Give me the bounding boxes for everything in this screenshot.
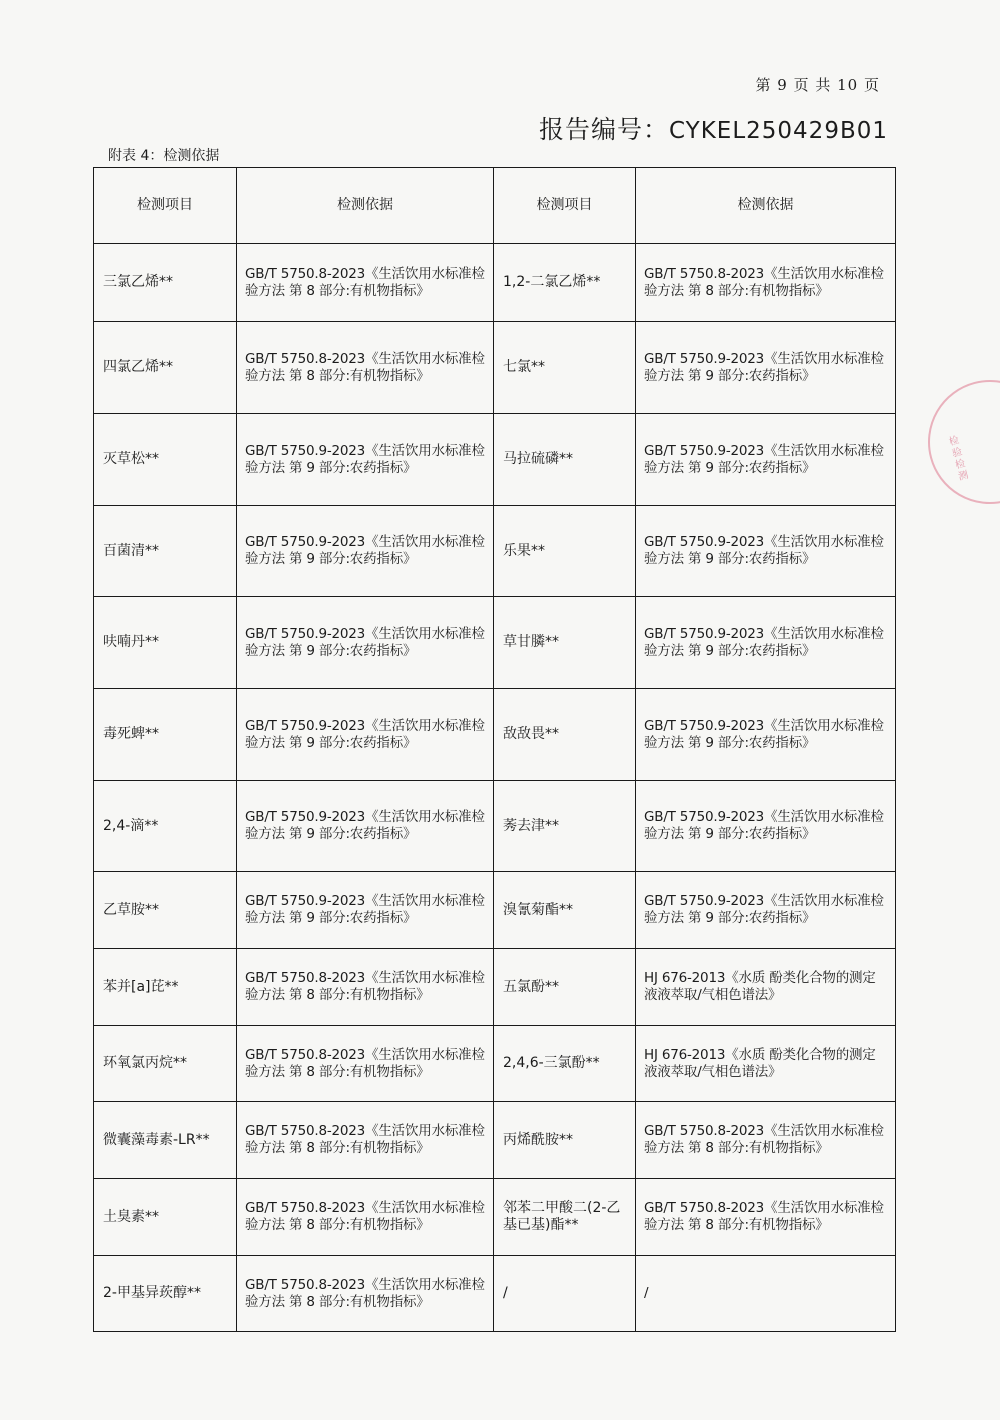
test-basis: GB/T 5750.9-2023《生活饮用水标准检验方法 第 9 部分:农药指标》 — [237, 506, 494, 597]
test-item: 环氧氯丙烷** — [94, 1026, 237, 1102]
test-basis: GB/T 5750.9-2023《生活饮用水标准检验方法 第 9 部分:农药指标》 — [636, 322, 896, 414]
test-item: 丙烯酰胺** — [494, 1102, 636, 1179]
test-item: 呋喃丹** — [94, 597, 237, 689]
test-basis: GB/T 5750.9-2023《生活饮用水标准检验方法 第 9 部分:农药指标》 — [237, 414, 494, 506]
table-row — [94, 1102, 896, 1179]
report-number-value: CYKEL250429B01 — [669, 118, 888, 144]
test-basis: GB/T 5750.9-2023《生活饮用水标准检验方法 第 9 部分:农药指标》 — [636, 597, 896, 689]
seal-stamp — [914, 366, 1000, 518]
test-item: 2-甲基异莰醇** — [94, 1256, 237, 1332]
report-number — [539, 110, 888, 146]
table-row — [94, 689, 896, 781]
table-row — [94, 1256, 896, 1332]
column-header-item: 检测项目 — [94, 168, 237, 244]
test-basis: GB/T 5750.8-2023《生活饮用水标准检验方法 第 8 部分:有机物指标》 — [237, 949, 494, 1026]
test-basis: GB/T 5750.8-2023《生活饮用水标准检验方法 第 8 部分:有机物指标》 — [237, 322, 494, 414]
test-item: 邻苯二甲酸二(2-乙基已基)酯** — [494, 1179, 636, 1256]
test-basis: GB/T 5750.8-2023《生活饮用水标准检验方法 第 8 部分:有机物指标》 — [636, 1102, 896, 1179]
appendix-title: 附表 4：检测依据 — [108, 148, 220, 164]
test-item: / — [494, 1256, 636, 1332]
test-item: 2,4,6-三氯酚** — [494, 1026, 636, 1102]
table-header-row — [94, 168, 896, 244]
test-item: 土臭素** — [94, 1179, 237, 1256]
test-item: 草甘膦** — [494, 597, 636, 689]
test-item: 2,4-滴** — [94, 781, 237, 872]
test-item: 1,2-二氯乙烯** — [494, 244, 636, 322]
test-item: 乐果** — [494, 506, 636, 597]
test-basis: GB/T 5750.9-2023《生活饮用水标准检验方法 第 9 部分:农药指标》 — [237, 689, 494, 781]
test-basis: GB/T 5750.9-2023《生活饮用水标准检验方法 第 9 部分:农药指标》 — [636, 689, 896, 781]
table-row — [94, 414, 896, 506]
page-number: 第 9 页 共 10 页 — [755, 76, 880, 94]
table-row — [94, 322, 896, 414]
test-basis: GB/T 5750.8-2023《生活饮用水标准检验方法 第 8 部分:有机物指标》 — [237, 1256, 494, 1332]
test-basis: GB/T 5750.9-2023《生活饮用水标准检验方法 第 9 部分:农药指标》 — [636, 506, 896, 597]
stamp-text: 检验检测 — [945, 434, 969, 484]
column-header-basis: 检测依据 — [237, 168, 494, 244]
test-basis: GB/T 5750.8-2023《生活饮用水标准检验方法 第 8 部分:有机物指标》 — [636, 244, 896, 322]
table-row — [94, 506, 896, 597]
table-row — [94, 244, 896, 322]
test-basis: HJ 676-2013《水质 酚类化合物的测定 液液萃取/气相色谱法》 — [636, 949, 896, 1026]
test-basis: GB/T 5750.9-2023《生活饮用水标准检验方法 第 9 部分:农药指标》 — [636, 414, 896, 506]
table-row — [94, 781, 896, 872]
test-basis: GB/T 5750.9-2023《生活饮用水标准检验方法 第 9 部分:农药指标》 — [237, 781, 494, 872]
test-basis: HJ 676-2013《水质 酚类化合物的测定 液液萃取/气相色谱法》 — [636, 1026, 896, 1102]
test-basis: GB/T 5750.8-2023《生活饮用水标准检验方法 第 8 部分:有机物指标》 — [237, 244, 494, 322]
table-row — [94, 1179, 896, 1256]
test-basis: / — [636, 1256, 896, 1332]
test-item: 五氯酚** — [494, 949, 636, 1026]
test-item: 四氯乙烯** — [94, 322, 237, 414]
report-number-label: 报告编号： — [539, 115, 670, 144]
test-item: 马拉硫磷** — [494, 414, 636, 506]
test-basis: GB/T 5750.9-2023《生活饮用水标准检验方法 第 9 部分:农药指标》 — [636, 781, 896, 872]
test-basis: GB/T 5750.8-2023《生活饮用水标准检验方法 第 8 部分:有机物指标》 — [237, 1026, 494, 1102]
test-item: 乙草胺** — [94, 872, 237, 949]
test-item: 微囊藻毒素-LR** — [94, 1102, 237, 1179]
table-row — [94, 597, 896, 689]
testing-basis-table — [93, 167, 896, 1332]
table-row — [94, 872, 896, 949]
test-basis: GB/T 5750.9-2023《生活饮用水标准检验方法 第 9 部分:农药指标》 — [237, 872, 494, 949]
test-basis: GB/T 5750.9-2023《生活饮用水标准检验方法 第 9 部分:农药指标》 — [636, 872, 896, 949]
test-basis: GB/T 5750.8-2023《生活饮用水标准检验方法 第 8 部分:有机物指标》 — [237, 1179, 494, 1256]
column-header-item: 检测项目 — [494, 168, 636, 244]
test-item: 莠去津** — [494, 781, 636, 872]
test-item: 敌敌畏** — [494, 689, 636, 781]
test-item: 百菌清** — [94, 506, 237, 597]
test-basis: GB/T 5750.8-2023《生活饮用水标准检验方法 第 8 部分:有机物指标》 — [237, 1102, 494, 1179]
test-item: 苯并[a]芘** — [94, 949, 237, 1026]
test-basis: GB/T 5750.8-2023《生活饮用水标准检验方法 第 8 部分:有机物指标》 — [636, 1179, 896, 1256]
test-item: 毒死蜱** — [94, 689, 237, 781]
test-item: 溴氰菊酯** — [494, 872, 636, 949]
test-item: 七氯** — [494, 322, 636, 414]
test-item: 三氯乙烯** — [94, 244, 237, 322]
test-basis: GB/T 5750.9-2023《生活饮用水标准检验方法 第 9 部分:农药指标》 — [237, 597, 494, 689]
table-row — [94, 949, 896, 1026]
column-header-basis: 检测依据 — [636, 168, 896, 244]
table-row — [94, 1026, 896, 1102]
test-item: 灭草松** — [94, 414, 237, 506]
